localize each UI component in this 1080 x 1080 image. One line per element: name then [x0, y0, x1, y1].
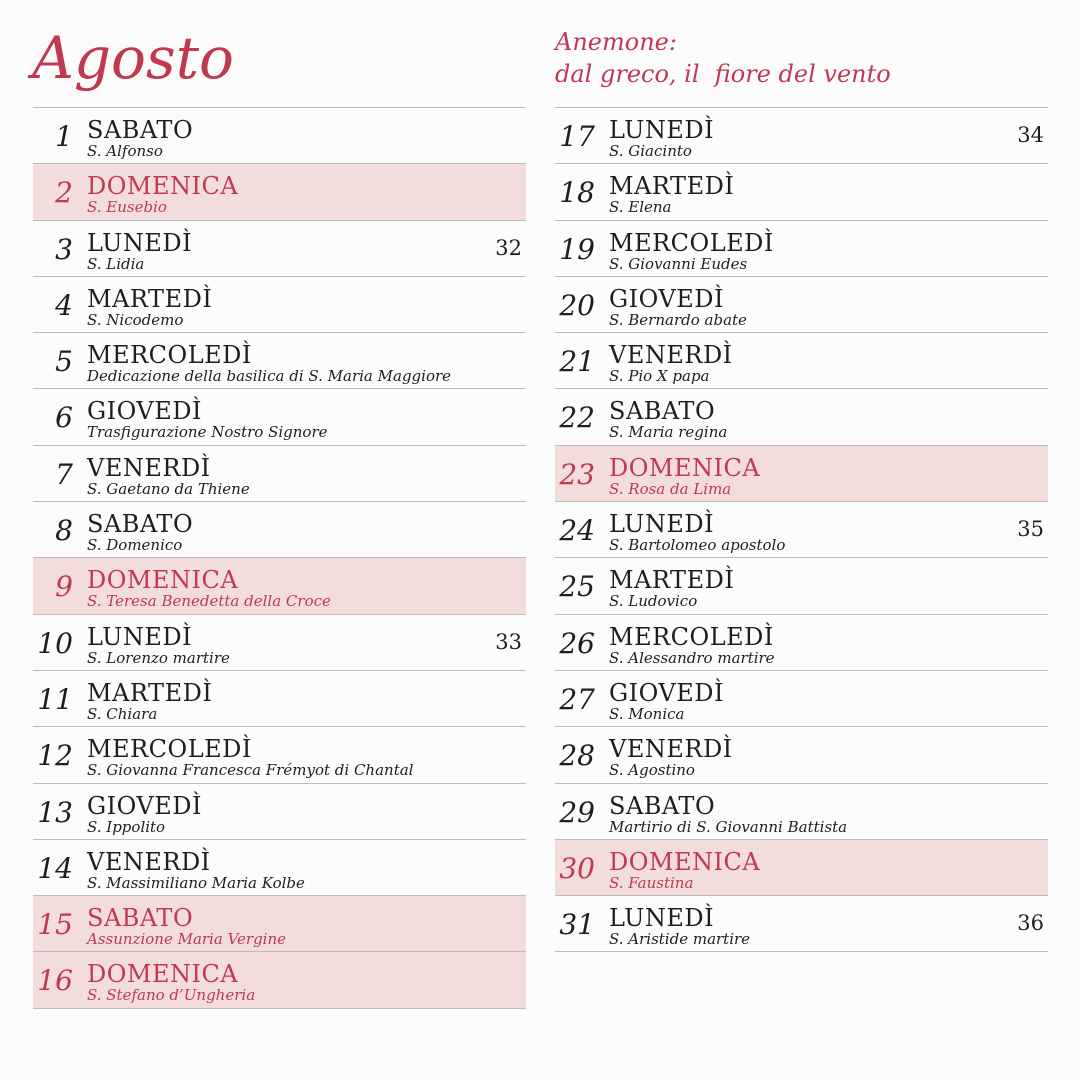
flower-subtitle [555, 26, 891, 90]
saint-name: S. Monica [609, 704, 685, 723]
weekday-name: SABATO [87, 116, 194, 144]
day-row [555, 784, 1048, 840]
saint-name: S. Maria regina [609, 423, 728, 442]
saint-name: S. Eusebio [87, 198, 167, 217]
day-row [33, 446, 526, 502]
day-row [33, 615, 526, 671]
day-number: 19 [559, 232, 595, 266]
day-number: 2 [55, 176, 73, 210]
day-row [33, 671, 526, 727]
day-row [555, 840, 1048, 896]
weekday-name: SABATO [87, 904, 194, 933]
weekday-name: SABATO [609, 791, 716, 820]
weekday-name: MERCOLEDÌ [87, 735, 252, 764]
weekday-name: GIOVEDÌ [87, 791, 202, 820]
day-row [33, 784, 526, 840]
saint-name: S. Alessandro martire [609, 648, 775, 667]
subtitle-line-2: dal greco, il fiore del vento [555, 60, 891, 88]
day-row [555, 671, 1048, 727]
saint-name: S. Aristide martire [609, 930, 751, 949]
day-list-left [33, 107, 526, 1009]
weekday-name: DOMENICA [609, 453, 761, 482]
weekday-name: MARTEDÌ [609, 566, 735, 595]
day-row [555, 333, 1048, 389]
day-number: 15 [37, 908, 73, 942]
saint-name: S. Faustina [609, 873, 694, 892]
day-number: 18 [559, 176, 595, 210]
weekday-name: GIOVEDÌ [609, 284, 724, 313]
day-number: 26 [559, 626, 595, 660]
day-number: 1 [55, 120, 73, 153]
saint-name: S. Ippolito [87, 817, 166, 836]
day-list-right [555, 107, 1048, 952]
day-row [33, 108, 526, 164]
weekday-name: VENERDÌ [609, 735, 733, 764]
weekday-name: MARTEDÌ [87, 284, 213, 313]
weekday-name: GIOVEDÌ [87, 397, 202, 426]
saint-name: Assunzione Maria Vergine [87, 930, 287, 949]
saint-name: Martirio di S. Giovanni Battista [609, 817, 848, 836]
saint-name: S. Giacinto [609, 142, 692, 160]
day-number: 22 [559, 401, 595, 435]
day-row [555, 108, 1048, 164]
day-row [33, 277, 526, 333]
day-row [555, 389, 1048, 445]
weekday-name: DOMENICA [609, 847, 761, 876]
day-number: 4 [55, 288, 73, 322]
day-row [33, 840, 526, 896]
day-row [555, 558, 1048, 614]
day-row [555, 221, 1048, 277]
day-number: 28 [559, 739, 595, 773]
day-row [555, 164, 1048, 220]
week-number: 33 [495, 629, 522, 654]
saint-name: S. Bernardo abate [609, 310, 747, 329]
saint-name: S. Alfonso [87, 142, 163, 160]
saint-name: S. Bartolomeo apostolo [609, 536, 786, 555]
day-number: 11 [37, 682, 73, 716]
day-row [33, 727, 526, 783]
saint-name: S. Gaetano da Thiene [87, 479, 250, 498]
weekday-name: MERCOLEDÌ [87, 341, 252, 370]
day-row [555, 502, 1048, 558]
weekday-name: DOMENICA [87, 960, 239, 989]
weekday-name: GIOVEDÌ [609, 678, 724, 707]
day-number: 12 [37, 739, 73, 773]
week-number: 32 [495, 235, 522, 260]
weekday-name: SABATO [87, 510, 194, 539]
saint-name: S. Stefano d’Ungheria [87, 986, 256, 1005]
day-row [555, 446, 1048, 502]
day-number: 10 [37, 626, 73, 660]
day-row [33, 389, 526, 445]
weekday-name: MERCOLEDÌ [609, 228, 774, 257]
day-number: 21 [559, 345, 595, 379]
day-number: 30 [559, 851, 595, 885]
day-number: 16 [37, 964, 73, 998]
day-number: 3 [55, 232, 73, 266]
saint-name: S. Giovanni Eudes [609, 254, 748, 273]
day-number: 5 [55, 345, 73, 379]
saint-name: S. Rosa da Lima [609, 479, 732, 498]
day-row [555, 277, 1048, 333]
day-number: 17 [559, 120, 595, 153]
day-row [33, 164, 526, 220]
saint-name: S. Teresa Benedetta della Croce [87, 592, 331, 611]
week-number: 35 [1017, 517, 1044, 542]
weekday-name: LUNEDÌ [87, 622, 193, 651]
day-row [33, 558, 526, 614]
weekday-name: LUNEDÌ [87, 228, 193, 257]
saint-name: Trasfigurazione Nostro Signore [87, 423, 328, 442]
saint-name: S. Ludovico [609, 592, 698, 611]
saint-name: S. Agostino [609, 761, 695, 780]
day-number: 9 [55, 570, 73, 604]
week-number: 34 [1017, 123, 1044, 147]
day-row [33, 502, 526, 558]
day-number: 29 [559, 795, 595, 829]
saint-name: S. Elena [609, 198, 672, 217]
day-number: 20 [559, 288, 595, 322]
day-row [555, 727, 1048, 783]
day-row [33, 221, 526, 277]
day-row [33, 896, 526, 952]
weekday-name: VENERDÌ [87, 847, 211, 876]
day-number: 14 [37, 851, 73, 885]
saint-name: S. Chiara [87, 704, 158, 723]
saint-name: S. Massimiliano Maria Kolbe [87, 873, 305, 892]
weekday-name: LUNEDÌ [609, 904, 715, 933]
saint-name: S. Lidia [87, 254, 145, 273]
day-number: 13 [37, 795, 73, 829]
saint-name: S. Domenico [87, 536, 183, 555]
weekday-name: SABATO [609, 397, 716, 426]
saint-name: S. Lorenzo martire [87, 648, 230, 667]
saint-name: S. Nicodemo [87, 310, 184, 329]
weekday-name: DOMENICA [87, 172, 239, 201]
day-number: 27 [559, 682, 595, 716]
weekday-name: MARTEDÌ [609, 172, 735, 201]
week-number: 36 [1017, 911, 1044, 936]
day-row [33, 333, 526, 389]
day-number: 25 [559, 570, 595, 604]
day-number: 8 [55, 514, 73, 548]
saint-name: S. Pio X papa [609, 367, 710, 386]
day-row [33, 952, 526, 1008]
weekday-name: LUNEDÌ [609, 510, 715, 539]
day-row [555, 615, 1048, 671]
day-row [555, 896, 1048, 952]
weekday-name: DOMENICA [87, 566, 239, 595]
subtitle-line-1: Anemone: [555, 28, 677, 56]
weekday-name: VENERDÌ [609, 341, 733, 370]
day-number: 7 [55, 457, 73, 491]
weekday-name: MERCOLEDÌ [609, 622, 774, 651]
month-title: Agosto [32, 24, 234, 92]
weekday-name: MARTEDÌ [87, 678, 213, 707]
day-number: 31 [559, 908, 595, 942]
day-number: 6 [55, 401, 73, 435]
day-number: 23 [559, 457, 595, 491]
day-number: 24 [559, 514, 595, 548]
weekday-name: LUNEDÌ [609, 116, 715, 144]
saint-name: S. Giovanna Francesca Frémyot di Chantal [87, 761, 414, 780]
saint-name: Dedicazione della basilica di S. Maria Maggiore [87, 367, 452, 386]
weekday-name: VENERDÌ [87, 453, 211, 482]
